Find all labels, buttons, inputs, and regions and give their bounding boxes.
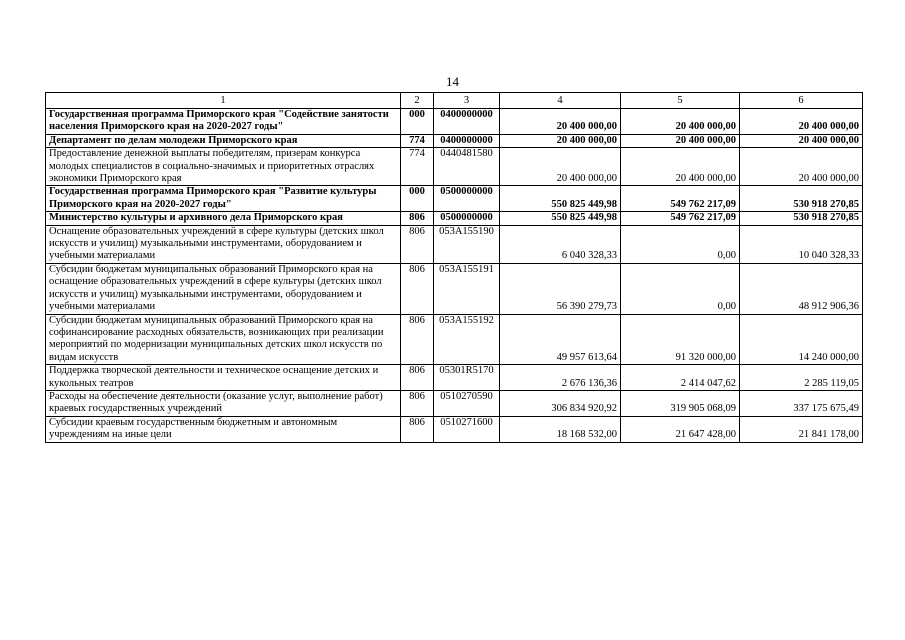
- row-name-cell: Субсидии бюджетам муниципальных образований Приморского края на оснащение образовательных учреждений в сфере культуры (детских школ искусств и училищ) музыкальными инструментами, оборудованием и учебными материалами: [46, 263, 401, 314]
- target-article-code-cell: 0400000000: [434, 109, 500, 135]
- table-row: [46, 109, 863, 135]
- table-row: [46, 263, 863, 314]
- amount-col6-cell: 337 175 675,49: [740, 390, 863, 416]
- amount-col5-cell: 2 414 047,62: [621, 365, 740, 391]
- row-name-cell: Министерство культуры и архивного дела Приморского края: [46, 212, 401, 225]
- amount-col5-cell: 0,00: [621, 225, 740, 263]
- table-row: [46, 314, 863, 365]
- target-article-code-cell: 0500000000: [434, 186, 500, 212]
- table-row: [46, 148, 863, 186]
- amount-col5-cell: 0,00: [621, 263, 740, 314]
- amount-col6-cell: 20 400 000,00: [740, 148, 863, 186]
- row-name-cell: Субсидии краевым государственным бюджетным и автономным учреждениям на иные цели: [46, 416, 401, 442]
- column-header: 4: [500, 93, 621, 109]
- target-article-code-cell: 0400000000: [434, 134, 500, 147]
- amount-col5-cell: 549 762 217,09: [621, 186, 740, 212]
- amount-col5-cell: 20 400 000,00: [621, 134, 740, 147]
- page-number: 14: [446, 74, 459, 89]
- amount-col5-cell: 21 647 428,00: [621, 416, 740, 442]
- row-name-cell: Оснащение образовательных учреждений в сфере культуры (детских школ искусств и училищ) музыкальными инструментами, оборудованием и учебными материалами: [46, 225, 401, 263]
- amount-col4-cell: 56 390 279,73: [500, 263, 621, 314]
- department-code-cell: 000: [401, 186, 434, 212]
- amount-col4-cell: 18 168 532,00: [500, 416, 621, 442]
- row-name-cell: Расходы на обеспечение деятельности (оказание услуг, выполнение работ) краевых государственных учреждений: [46, 390, 401, 416]
- department-code-cell: 000: [401, 109, 434, 135]
- column-header: 2: [401, 93, 434, 109]
- column-header: 1: [46, 93, 401, 109]
- amount-col4-cell: 20 400 000,00: [500, 134, 621, 147]
- department-code-cell: 806: [401, 225, 434, 263]
- target-article-code-cell: 053А155190: [434, 225, 500, 263]
- target-article-code-cell: 0440481580: [434, 148, 500, 186]
- table-row: [46, 365, 863, 391]
- amount-col6-cell: 48 912 906,36: [740, 263, 863, 314]
- column-header: 3: [434, 93, 500, 109]
- department-code-cell: 806: [401, 390, 434, 416]
- column-header: 6: [740, 93, 863, 109]
- amount-col5-cell: 91 320 000,00: [621, 314, 740, 365]
- amount-col6-cell: 10 040 328,33: [740, 225, 863, 263]
- department-code-cell: 806: [401, 212, 434, 225]
- department-code-cell: 774: [401, 148, 434, 186]
- amount-col4-cell: 6 040 328,33: [500, 225, 621, 263]
- row-name-cell: Государственная программа Приморского края "Содействие занятости населения Приморского края на 2020-2027 годы": [46, 109, 401, 135]
- amount-col6-cell: 14 240 000,00: [740, 314, 863, 365]
- table-row: [46, 416, 863, 442]
- amount-col4-cell: 306 834 920,92: [500, 390, 621, 416]
- row-name-cell: Поддержка творческой деятельности и техническое оснащение детских и кукольных театров: [46, 365, 401, 391]
- department-code-cell: 806: [401, 416, 434, 442]
- amount-col5-cell: 20 400 000,00: [621, 109, 740, 135]
- amount-col6-cell: 20 400 000,00: [740, 134, 863, 147]
- table-row: [46, 212, 863, 225]
- department-code-cell: 806: [401, 314, 434, 365]
- target-article-code-cell: 0510270590: [434, 390, 500, 416]
- table-row: [46, 390, 863, 416]
- table-row: [46, 225, 863, 263]
- amount-col6-cell: 530 918 270,85: [740, 212, 863, 225]
- target-article-code-cell: 053А155191: [434, 263, 500, 314]
- target-article-code-cell: 0500000000: [434, 212, 500, 225]
- row-name-cell: Предоставление денежной выплаты победителям, призерам конкурса молодых специалистов в социально-значимых и приоритетных отраслях экономики Приморского края: [46, 148, 401, 186]
- department-code-cell: 774: [401, 134, 434, 147]
- table-row: [46, 134, 863, 147]
- row-name-cell: Государственная программа Приморского края "Развитие культуры Приморского края на 2020-2027 годы": [46, 186, 401, 212]
- department-code-cell: 806: [401, 263, 434, 314]
- amount-col4-cell: 49 957 613,64: [500, 314, 621, 365]
- amount-col5-cell: 20 400 000,00: [621, 148, 740, 186]
- amount-col6-cell: 21 841 178,00: [740, 416, 863, 442]
- row-name-cell: Департамент по делам молодежи Приморского края: [46, 134, 401, 147]
- table-row: [46, 186, 863, 212]
- budget-table: [45, 92, 863, 443]
- amount-col6-cell: 20 400 000,00: [740, 109, 863, 135]
- column-header: 5: [621, 93, 740, 109]
- amount-col4-cell: 20 400 000,00: [500, 109, 621, 135]
- amount-col6-cell: 530 918 270,85: [740, 186, 863, 212]
- department-code-cell: 806: [401, 365, 434, 391]
- target-article-code-cell: 05301R5170: [434, 365, 500, 391]
- row-name-cell: Субсидии бюджетам муниципальных образований Приморского края на софинансирование расходных обязательств, возникающих при реализации мероприятий по модернизации муниципальных детских школ искусств по видам искусств: [46, 314, 401, 365]
- amount-col5-cell: 319 905 068,09: [621, 390, 740, 416]
- target-article-code-cell: 053А155192: [434, 314, 500, 365]
- amount-col4-cell: 20 400 000,00: [500, 148, 621, 186]
- amount-col4-cell: 550 825 449,98: [500, 186, 621, 212]
- amount-col4-cell: 2 676 136,36: [500, 365, 621, 391]
- amount-col5-cell: 549 762 217,09: [621, 212, 740, 225]
- amount-col4-cell: 550 825 449,98: [500, 212, 621, 225]
- amount-col6-cell: 2 285 119,05: [740, 365, 863, 391]
- target-article-code-cell: 0510271600: [434, 416, 500, 442]
- table-header-row: [46, 93, 863, 109]
